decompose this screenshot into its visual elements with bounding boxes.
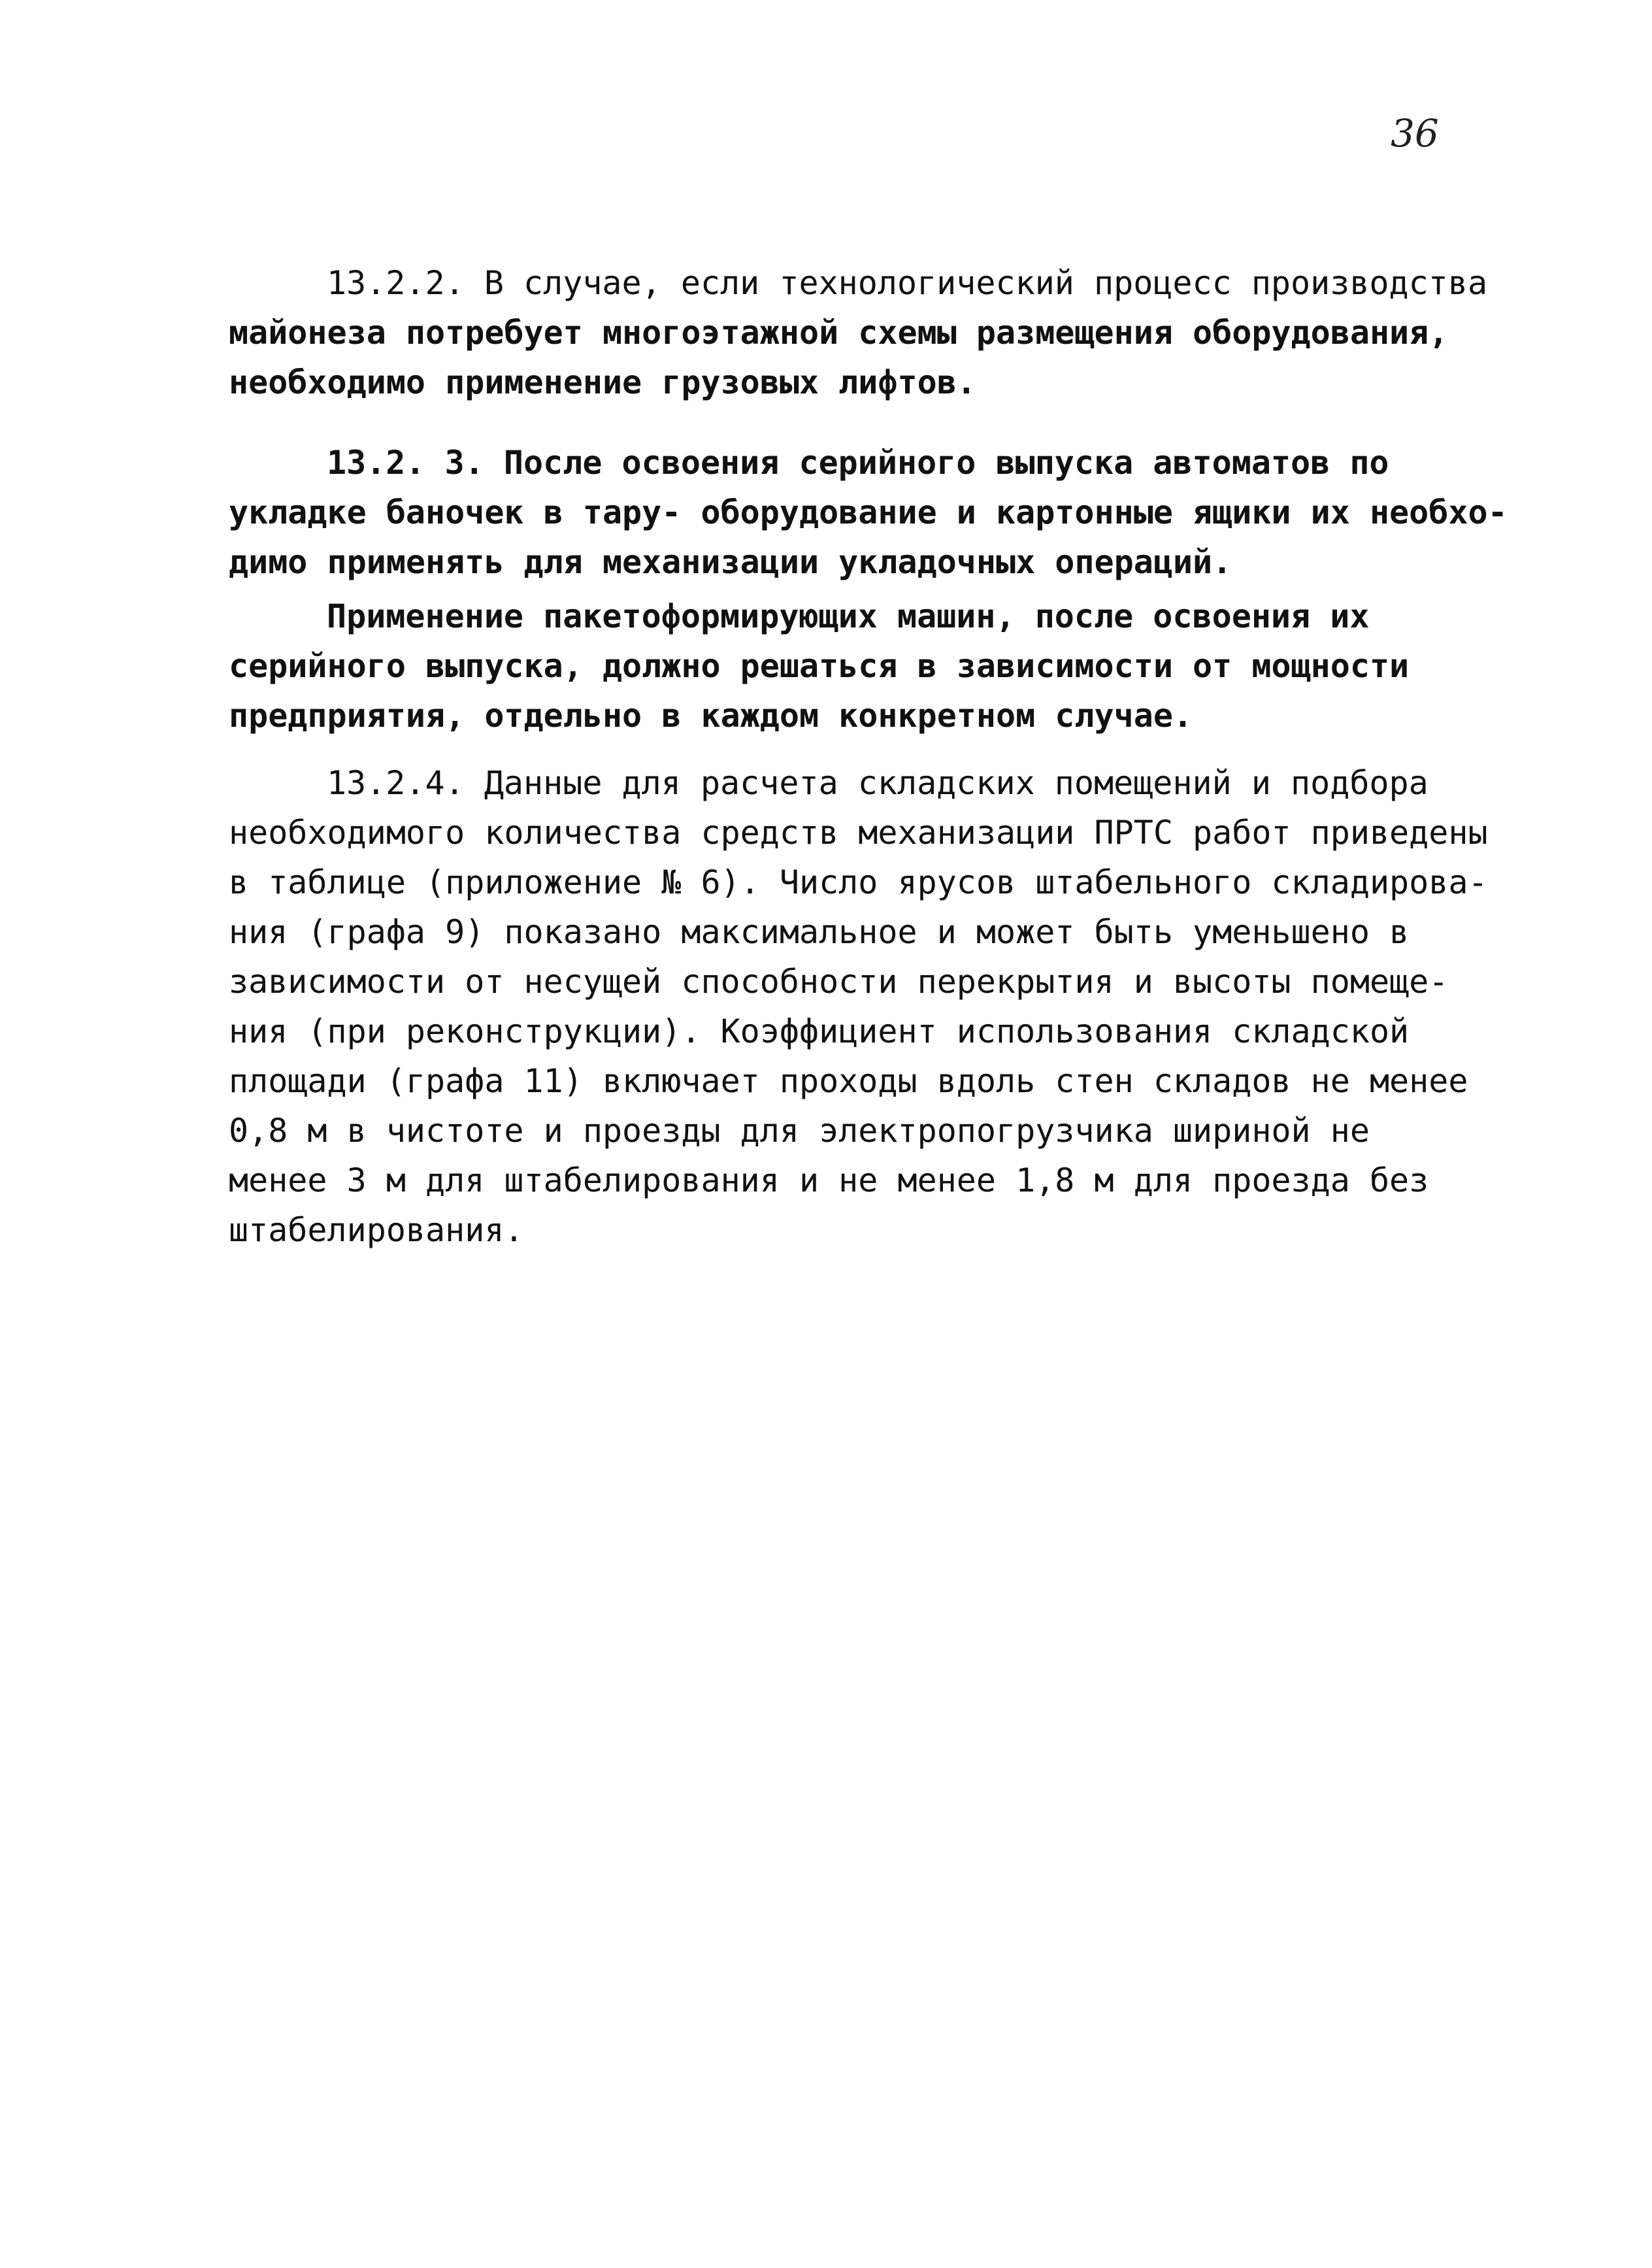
text-line: необходимо применение грузовых лифтов. <box>229 363 976 401</box>
text-line: зависимости от несущей способности перекрытия и высоты помеще- <box>229 963 1449 1001</box>
paragraph-13-2-2 <box>229 258 1536 407</box>
text-line: 13.2. 3. После освоения серийного выпуска автоматов по <box>327 444 1389 482</box>
text-line: необходимого количества средств механизации ПРТС работ приведены <box>229 814 1488 852</box>
text-line: Применение пакетоформирующих машин, после освоения их <box>327 597 1370 635</box>
text-line: 0,8 м в чистоте и проезды для электропогрузчика шириной не <box>229 1112 1370 1150</box>
text-line: ния (графа 9) показано максимальное и может быть уменьшено в <box>229 913 1410 951</box>
paragraph-packaging-machines <box>229 592 1536 741</box>
text-line: 13.2.2. В случае, если технологический процесс производства <box>327 264 1488 302</box>
text-line: майонеза потребует многоэтажной схемы размещения оборудования, <box>229 314 1449 352</box>
text-line: штабелирования. <box>229 1211 524 1249</box>
text-line: предприятия, отдельно в каждом конкретном случае. <box>229 697 1193 735</box>
paragraph-13-2-4 <box>229 758 1536 1255</box>
text-line: серийного выпуска, должно решаться в зависимости от мощности <box>229 647 1410 685</box>
text-line: укладке баночек в тару- оборудование и картонные ящики их необхо- <box>229 493 1508 531</box>
text-line: димо применять для механизации укладочных операций. <box>229 543 1232 581</box>
page-number: 36 <box>1391 111 1439 156</box>
paragraph-13-2-3 <box>229 438 1536 587</box>
text-line: ния (при реконструкции). Коэффициент использования складской <box>229 1012 1410 1050</box>
text-line: 13.2.4. Данные для расчета складских помещений и подбора <box>327 764 1429 802</box>
text-line: менее 3 м для штабелирования и не менее 1,8 м для проезда без <box>229 1161 1429 1199</box>
text-line: площади (графа 11) включает проходы вдоль стен складов не менее <box>229 1062 1468 1100</box>
text-line: в таблице (приложение № 6). Число ярусов штабельного складирова- <box>229 863 1488 901</box>
